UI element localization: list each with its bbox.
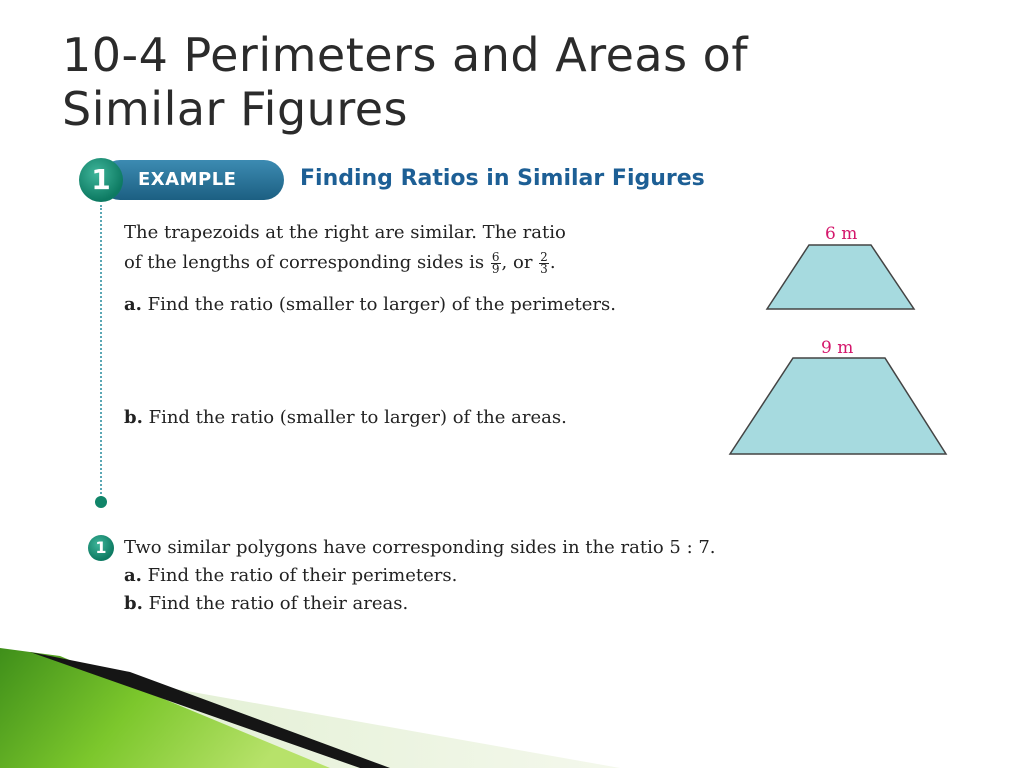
period: . (549, 252, 556, 273)
check-part-a-label: a. (124, 565, 142, 586)
title-line-2: Similar Figures (62, 82, 408, 136)
example-number-badge: 1 (79, 158, 123, 202)
fraction-six-ninths: $\frac{6}{9}$ (491, 249, 500, 276)
part-a-label: a. (124, 294, 142, 315)
title-line-1: 10-4 Perimeters and Areas of (62, 28, 749, 82)
example-intro-line-1: The trapezoids at the right are similar. The ratio (124, 222, 566, 243)
part-b-label: b. (124, 407, 143, 428)
or-text: , or (501, 252, 533, 273)
fraction-two-thirds: $\frac{2}{3}$ (540, 249, 548, 276)
check-part-b-text: Find the ratio of their areas. (148, 593, 409, 614)
example-intro-text: of the lengths of corresponding sides is (124, 252, 485, 273)
part-b-text: Find the ratio (smaller to larger) of the areas. (148, 407, 567, 428)
check-question: Two similar polygons have corresponding sides in the ratio 5 : 7. (124, 537, 716, 558)
check-part-a-text: Find the ratio of their perimeters. (147, 565, 458, 586)
example-heading: Finding Ratios in Similar Figures (300, 166, 705, 191)
part-a-text: Find the ratio (smaller to larger) of the perimeters. (147, 294, 616, 315)
check-number-badge: 1 (88, 535, 114, 561)
example-tag: EXAMPLE (100, 160, 284, 200)
large-trapezoid-label: 9 m (821, 338, 854, 358)
check-part-b-label: b. (124, 593, 143, 614)
small-trapezoid-label: 6 m (825, 224, 858, 244)
